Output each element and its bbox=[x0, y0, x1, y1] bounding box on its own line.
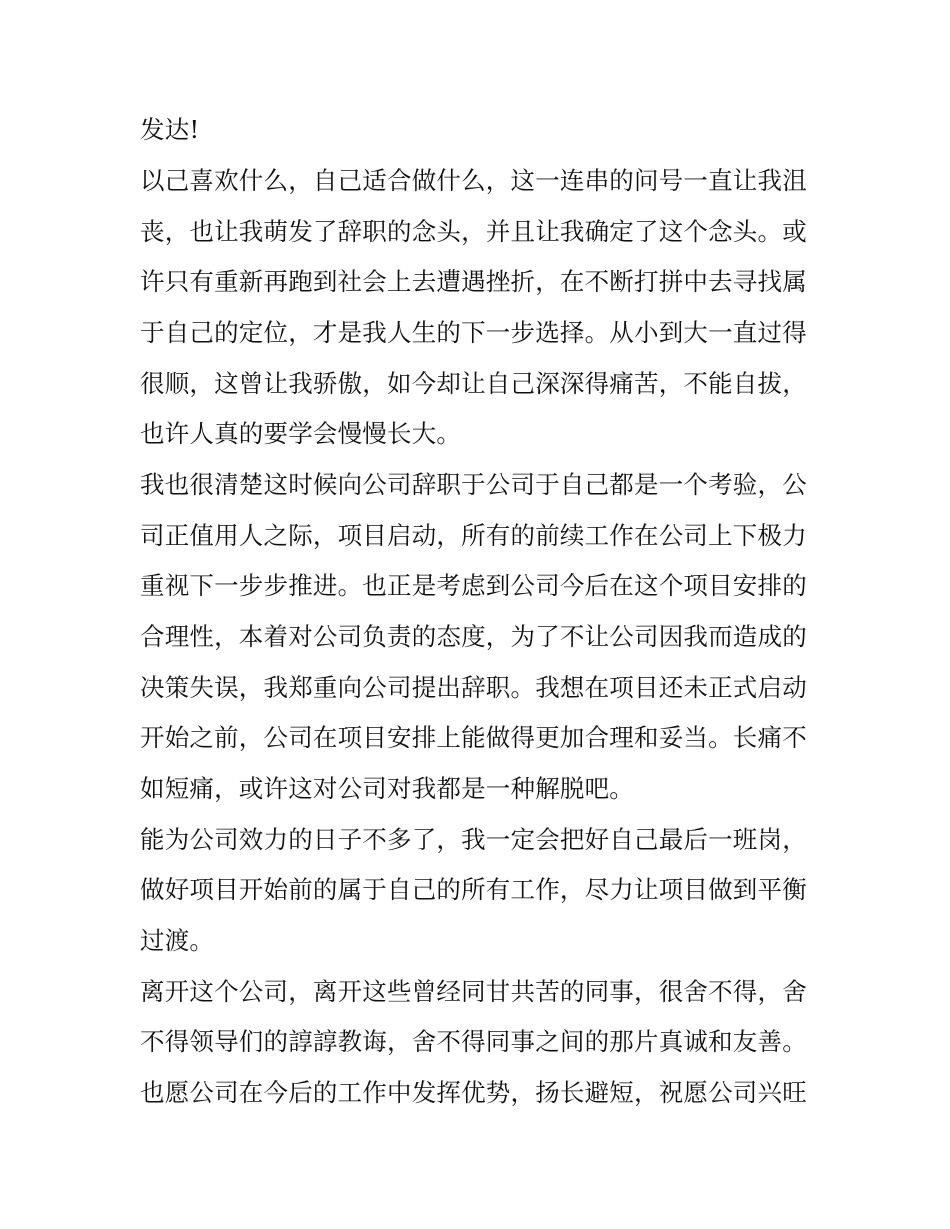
text-line: 过渡。 bbox=[140, 926, 215, 955]
text-line: 如短痛，或许这对公司对我都是一种解脱吧。 bbox=[140, 774, 634, 803]
text-line: 很顺，这曾让我骄傲，如今却让自己深深得痛苦，不能自拔， bbox=[140, 369, 807, 398]
text-line: 做好项目开始前的属于自己的所有工作，尽力让项目做到平衡 bbox=[140, 875, 807, 904]
text-line: 我也很清楚这时候向公司辞职于公司于自己都是一个考验，公 bbox=[140, 470, 807, 499]
text-line: 能为公司效力的日子不多了，我一定会把好自己最后一班岗， bbox=[140, 825, 807, 854]
text-line: 许只有重新再跑到社会上去遭遇挫折，在不断打拼中去寻找属 bbox=[140, 267, 807, 296]
text-line: 于自己的定位，才是我人生的下一步选择。从小到大一直过得 bbox=[140, 318, 807, 347]
text-line: 丧，也让我萌发了辞职的念头，并且让我确定了这个念头。或 bbox=[140, 217, 807, 246]
text-line: 开始之前，公司在项目安排上能做得更加合理和妥当。长痛不 bbox=[140, 723, 807, 752]
text-line: 以己喜欢什么，自己适合做什么，这一连串的问号一直让我沮 bbox=[140, 166, 807, 195]
text-line: 重视下一步步推进。也正是考虑到公司今后在这个项目安排的 bbox=[140, 571, 807, 600]
text-line: 合理性，本着对公司负责的态度，为了不让公司因我而造成的 bbox=[140, 622, 807, 651]
text-line: 不得领导们的諄諄教诲，舍不得同事之间的那片真诚和友善。 bbox=[140, 1027, 807, 1056]
text-line: 发达! bbox=[140, 115, 200, 144]
text-line: 也许人真的要学会慢慢长大。 bbox=[140, 419, 462, 448]
text-line: 决策失误，我郑重向公司提出辞职。我想在项目还未正式启动 bbox=[140, 673, 807, 702]
text-line: 司正值用人之际，项目启动，所有的前续工作在公司上下极力 bbox=[140, 521, 807, 550]
text-line: 也愿公司在今后的工作中发挥优势，扬长避短，祝愿公司兴旺 bbox=[140, 1078, 807, 1107]
text-line: 离开这个公司，离开这些曾经同甘共苦的同事，很舍不得，舍 bbox=[140, 977, 807, 1006]
